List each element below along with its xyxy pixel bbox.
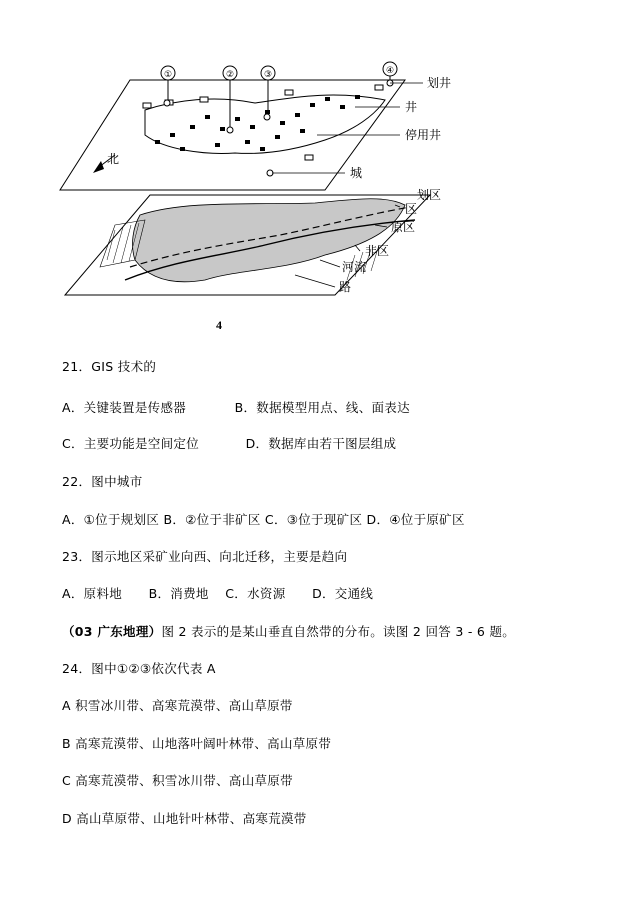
circle-label-1	[161, 66, 175, 80]
svg-text:③: ③	[263, 70, 273, 80]
svg-text:划区: 划区	[417, 188, 442, 202]
option-a: A．关键装置是传感器	[62, 400, 187, 415]
option-a: A．①位于规划区	[62, 512, 160, 527]
question-21-option-row-2	[62, 434, 396, 452]
section-intro	[62, 622, 515, 640]
question-22-stem: 22．图中城市	[62, 474, 143, 489]
svg-text:④: ④	[385, 66, 395, 76]
question-23-stem: 23．图示地区采矿业向西、向北迁移，主要是趋向	[62, 549, 348, 564]
svg-text:停用井: 停用井	[405, 128, 442, 142]
section-text: 图 2 表示的是某山垂直自然带的分布。读图 2 回答 3 - 6 题。	[161, 624, 516, 639]
svg-text:区: 区	[405, 202, 418, 216]
circle-label-3	[261, 66, 275, 80]
option-a: A．原料地	[62, 586, 123, 601]
question-24-option-c: C 高寒荒漠带、积雪冰川带、高山草原带	[62, 773, 293, 788]
svg-text:城: 城	[350, 166, 363, 180]
question-24-option-b: B 高寒荒漠带、山地落叶阔叶林带、高山草原带	[62, 736, 332, 751]
option-c: C．③位于现矿区	[264, 512, 363, 527]
option-d: D．④位于原矿区	[366, 512, 465, 527]
question-23-options	[62, 584, 373, 602]
option-b: B．数据模型用点、线、面表达	[234, 400, 410, 415]
svg-text:非区: 非区	[365, 244, 390, 258]
question-21-option-row-1	[62, 398, 410, 416]
source-tag: （03 广东地理）	[62, 624, 162, 639]
figure-number: 4	[216, 318, 222, 332]
svg-text:原区: 原区	[391, 220, 416, 234]
svg-text:河流: 河流	[342, 260, 367, 274]
question-24-option-d: D 高山草原带、山地针叶林带、高寒荒漠带	[62, 811, 307, 826]
question-24-stem: 24．图中①②③依次代表 A	[62, 661, 216, 676]
question-22-options	[62, 510, 465, 528]
svg-text:井: 井	[405, 100, 418, 114]
question-21-stem: 21．GIS 技术的	[62, 359, 157, 374]
svg-text:划井: 划井	[427, 76, 452, 90]
option-c: C．主要功能是空间定位	[62, 436, 200, 451]
circle-label-4	[383, 62, 397, 76]
question-24-option-a: A 积雪冰川带、高寒荒漠带、高山草原带	[62, 698, 293, 713]
map-layers-figure	[55, 55, 475, 305]
svg-text:路: 路	[339, 280, 352, 294]
option-c: C．水资源	[225, 586, 286, 601]
svg-text:②: ②	[225, 70, 235, 80]
circle-label-2	[223, 66, 237, 80]
option-d: D．交通线	[312, 586, 374, 601]
svg-text:①: ①	[163, 70, 173, 80]
svg-text:北: 北	[107, 152, 120, 166]
option-b: B．消费地	[148, 586, 209, 601]
option-d: D．数据库由若干图层组成	[245, 436, 397, 451]
option-b: B．②位于非矿区	[163, 512, 261, 527]
